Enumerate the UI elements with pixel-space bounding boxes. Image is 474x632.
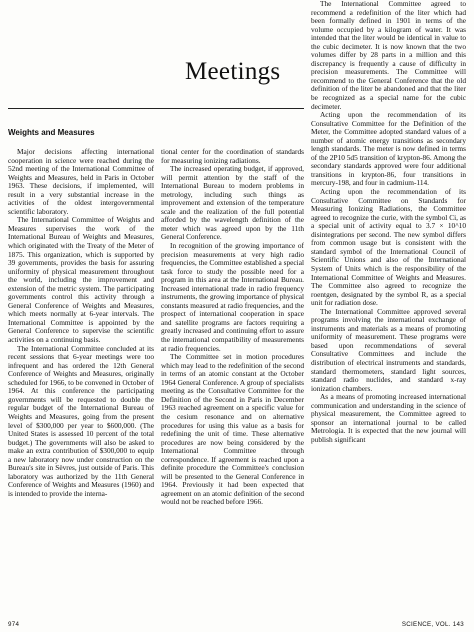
- paragraph: The International Committee of Weights and Measures supervises the work of the International Bureau of Weights and Measures, which originated with the Treaty of the Meter of 1875. This organization, which is supported by 39 governments, provides the basis for assuring uniformity of physical measurement throughout the world, including the improvement and extension of the metric system. The participating governments control this activity through a General Conference of Weights and Measures, which meets normally at 6-year intervals. The International Committee is appointed by the General Conference to supervise the scientific activities on a continuing basis.: [8, 215, 154, 345]
- paragraph: The Committee set in motion procedures which may lead to the redefinition of the second in terms of an atomic constant at the October 1964 General Conference. A group of specialists meeting as the Consultative Committee for the Definition of the Second in Paris in December 1963 reached agreement on a specific value for the cesium resonance and on alternative procedures for using this value as a basis for redefining the unit of time. These alternative procedures are now being considered by the International Committee through correspondence. If agreement is reached upon a definite procedure the Committee's conclusion will be presented to the General Conference in 1964. Previously it had been expected that agreement on an atomic definition of the second would not be reached before 1966.: [161, 352, 304, 507]
- paragraph: The International Committee agreed to recommend a redefinition of the liter which had been formally defined in 1901 in terms of the volume occupied by a kilogram of water. It was intended that the liter would be identical in value to the cubic decimeter. It is now known that the two volumes differ by 28 parts in a million and this discrepancy is frequently a cause of difficulty in precision measurements. The Committee will recommend to the General Conference that the old definition of the liter be abandoned and that the liter be recognized as a special name for the cubic decimeter.: [311, 0, 466, 111]
- paragraph: Acting upon the recommendation of its Consultative Committee on Standards for Measuring Ionizing Radiations, the Committee agreed to recognize the curie, with the symbol Ci, as a special unit of activity equal to 3.7 × 10^10 disintegrations per second. The new symbol differs from common usage but is consistent with the standard symbol of the International Council of Scientific Unions and also of the International System of Units which is the responsibility of the International Committee of Weights and Measures. The Committee also agreed to recognize the roentgen, designated by the symbol R, as a special unit for radiation dose.: [311, 187, 466, 308]
- article-column-2: [161, 148, 304, 507]
- page-title: Meetings: [185, 58, 281, 85]
- paragraph: The increased operating budget, if approved, will permit attention by the staff of the International Bureau to modern problems in metrology, including such things as improvement and extension of the temperature scale and the realization of the full potential afforded by the wavelength definition of the meter which was agreed upon by the 11th General Conference.: [161, 164, 304, 242]
- paragraph: As a means of promoting increased international communication and understanding in the science of physical measurement, the Committee agreed to sponsor an international journal to be called Metrologia. It is expected that the new journal will publish significant: [311, 392, 466, 444]
- article-column-1: [8, 148, 154, 498]
- paragraph: The International Committee approved several programs involving the international exchange of instruments and materials as a means of promoting uniformity of measurement. These programs were based upon recommendations of several Consultative Committees and include the distribution of electrical instruments and standards, standard thermometers, standard light sources, standard radio nuclides, and standard x-ray ionization chambers.: [311, 306, 466, 393]
- page-number: 974: [8, 621, 20, 628]
- paragraph: Acting upon the recommendation of its Consultative Committee for the Definition of the Meter, the Committee adopted standard values of a number of atomic energy transitions as secondary length standards. The meter is now defined in terms of the 2P10 5d5 transition of krypton-86. Among the secondary standards approved were four additional transitions in krypton-86, four transitions in mercury-198, and four in cadmium-114.: [311, 110, 466, 188]
- paragraph: tional center for the coordination of standards for measuring ionizing radiations.: [161, 147, 304, 165]
- paragraph: Major decisions affecting international cooperation in science were reached during the 52nd meeting of the International Committee of Weights and Measures, held in Paris in October 1963. These decisions, if implemented, will result in a very substantial increase in the activities of the oldest intergovernmental scientific laboratory.: [8, 147, 154, 216]
- section-heading: Weights and Measures: [8, 128, 95, 137]
- paragraph: The International Committee concluded at its recent sessions that 6-year meetings were too infrequent and has ordered the 12th General Conference of Weights and Measures, originally scheduled for 1966, to be convened in October of 1964. At this conference the participating governments will be requested to double the regular budget of the International Bureau of Weights and Measures, going from the present level of $300,000 per year to $600,000. (The United States is assessed 10 percent of the total budget.) The governments will also be asked to make an extra contribution of $300,000 to equip a new laboratory now under construction on the Bureau's site in Sèvres, just outside of Paris. This laboratory was authorized by the 11th General Conference of Weights and Measures (1960) and is intended to provide the interna-: [8, 343, 154, 498]
- journal-reference: SCIENCE, VOL. 143: [401, 621, 464, 628]
- title-rule: [8, 108, 304, 109]
- paragraph: In recognition of the growing importance of precision measurements at very high radio frequencies, the Committee established a special task force to study the possible need for a program in this area at the International Bureau. Increased international trade in radio frequency instruments, the growing importance of physical constants measured at radio frequencies, and the prospect of international cooperation in space and satellite programs are factors requiring a greatly increased and continuing effort to assure the international compatibility of measurements at radio frequencies.: [161, 241, 304, 353]
- article-column-3: [311, 0, 466, 444]
